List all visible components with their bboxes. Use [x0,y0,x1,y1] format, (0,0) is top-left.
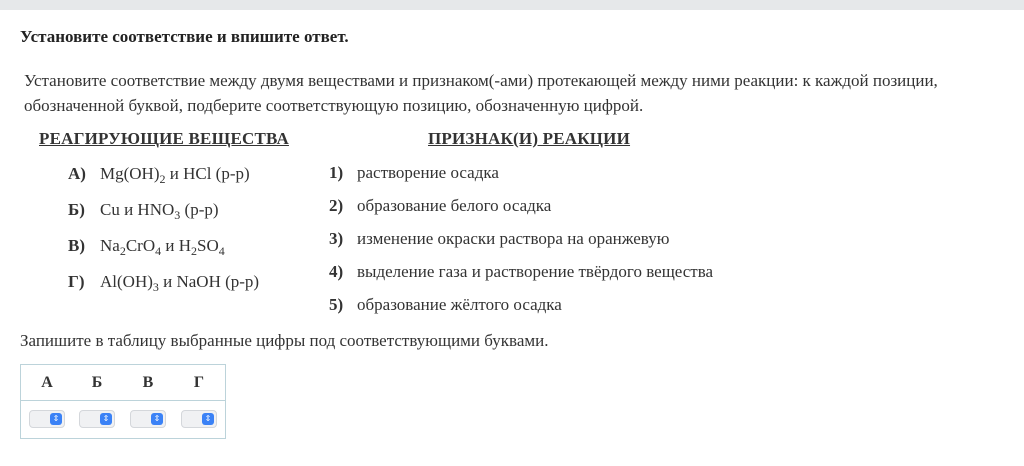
reactant-item [68,200,219,220]
answer-letter-v: В [142,374,154,391]
sign-item [329,229,669,249]
reactant-formula [100,200,219,222]
formula-text: SO [196,236,219,255]
reactant-key: А) [68,164,86,183]
formula-subscript: 3 [152,280,159,294]
answer-instruction: Запишите в таблицу выбранные цифры под соответствующими буквами. [20,331,549,350]
answer-letter-b: Б [91,374,103,391]
sign-key: 2) [329,196,344,215]
sign-text: изменение окраски раствора на оранжевую [357,229,670,248]
answer-select-v[interactable] [130,410,166,428]
formula-subscript: 4 [155,244,162,258]
sign-key: 4) [329,262,344,281]
answer-letter-g: Г [193,374,205,391]
sign-key: 3) [329,229,344,248]
answer-select-a[interactable] [29,410,65,428]
select-arrows-icon: ⇕ [100,413,112,425]
reactant-formula [100,272,260,294]
formula-text: Cu и HNO [100,200,175,219]
formula-text: и H [161,236,191,255]
answer-table [20,364,226,439]
sign-text: растворение осадка [357,163,499,182]
answer-letters-row [21,365,225,401]
formula-subscript: 2 [119,244,126,258]
select-arrows-icon: ⇕ [202,413,214,425]
signs-header: ПРИЗНАК(И) РЕАКЦИИ [428,129,631,148]
formula-subscript: 3 [174,208,181,222]
sign-item [329,163,499,183]
answer-select-g[interactable] [181,410,217,428]
formula-subscript: 2 [190,244,197,258]
reactant-item [68,236,225,256]
formula-text: Al(OH) [100,272,153,291]
sign-key: 1) [329,163,344,182]
reactant-key: Б) [68,200,85,219]
select-arrows-icon: ⇕ [151,413,163,425]
formula-text: CrO [125,236,156,255]
reactant-formula [100,236,225,258]
formula-text: Na [100,236,120,255]
sign-item [329,262,713,282]
reactant-item [68,164,250,184]
sign-text: образование жёлтого осадка [357,295,562,314]
formula-text: (р-р) [180,200,219,219]
task-heading: Установите соответствие и впишите ответ. [20,27,349,46]
reactants-header: РЕАГИРУЮЩИЕ ВЕЩЕСТВА [39,129,289,148]
task-intro: Установите соответствие между двумя веществами и признаком(-ами) протекающей между ними реакции: к каждой позиции, обозначенной буквой, подберите соответствующую позицию, обозначенную цифрой. [24,71,938,115]
answer-letter-a: А [41,374,53,391]
answer-select-b[interactable] [79,410,115,428]
formula-subscript: 4 [218,244,225,258]
reactant-item [68,272,259,292]
reactant-formula [100,164,250,186]
select-arrows-icon: ⇕ [50,413,62,425]
top-bar [0,0,1024,10]
reactant-key: В) [68,236,85,255]
formula-text: и NaOH (р-р) [158,272,260,291]
formula-text: Mg(OH) [100,164,160,183]
reactant-key: Г) [68,272,85,291]
formula-subscript: 2 [159,172,166,186]
sign-text: образование белого осадка [357,196,552,215]
sign-key: 5) [329,295,344,314]
sign-item [329,196,551,216]
sign-text: выделение газа и растворение твёрдого вещества [357,262,714,281]
formula-text: и HCl (р-р) [165,164,250,183]
sign-item [329,295,562,315]
